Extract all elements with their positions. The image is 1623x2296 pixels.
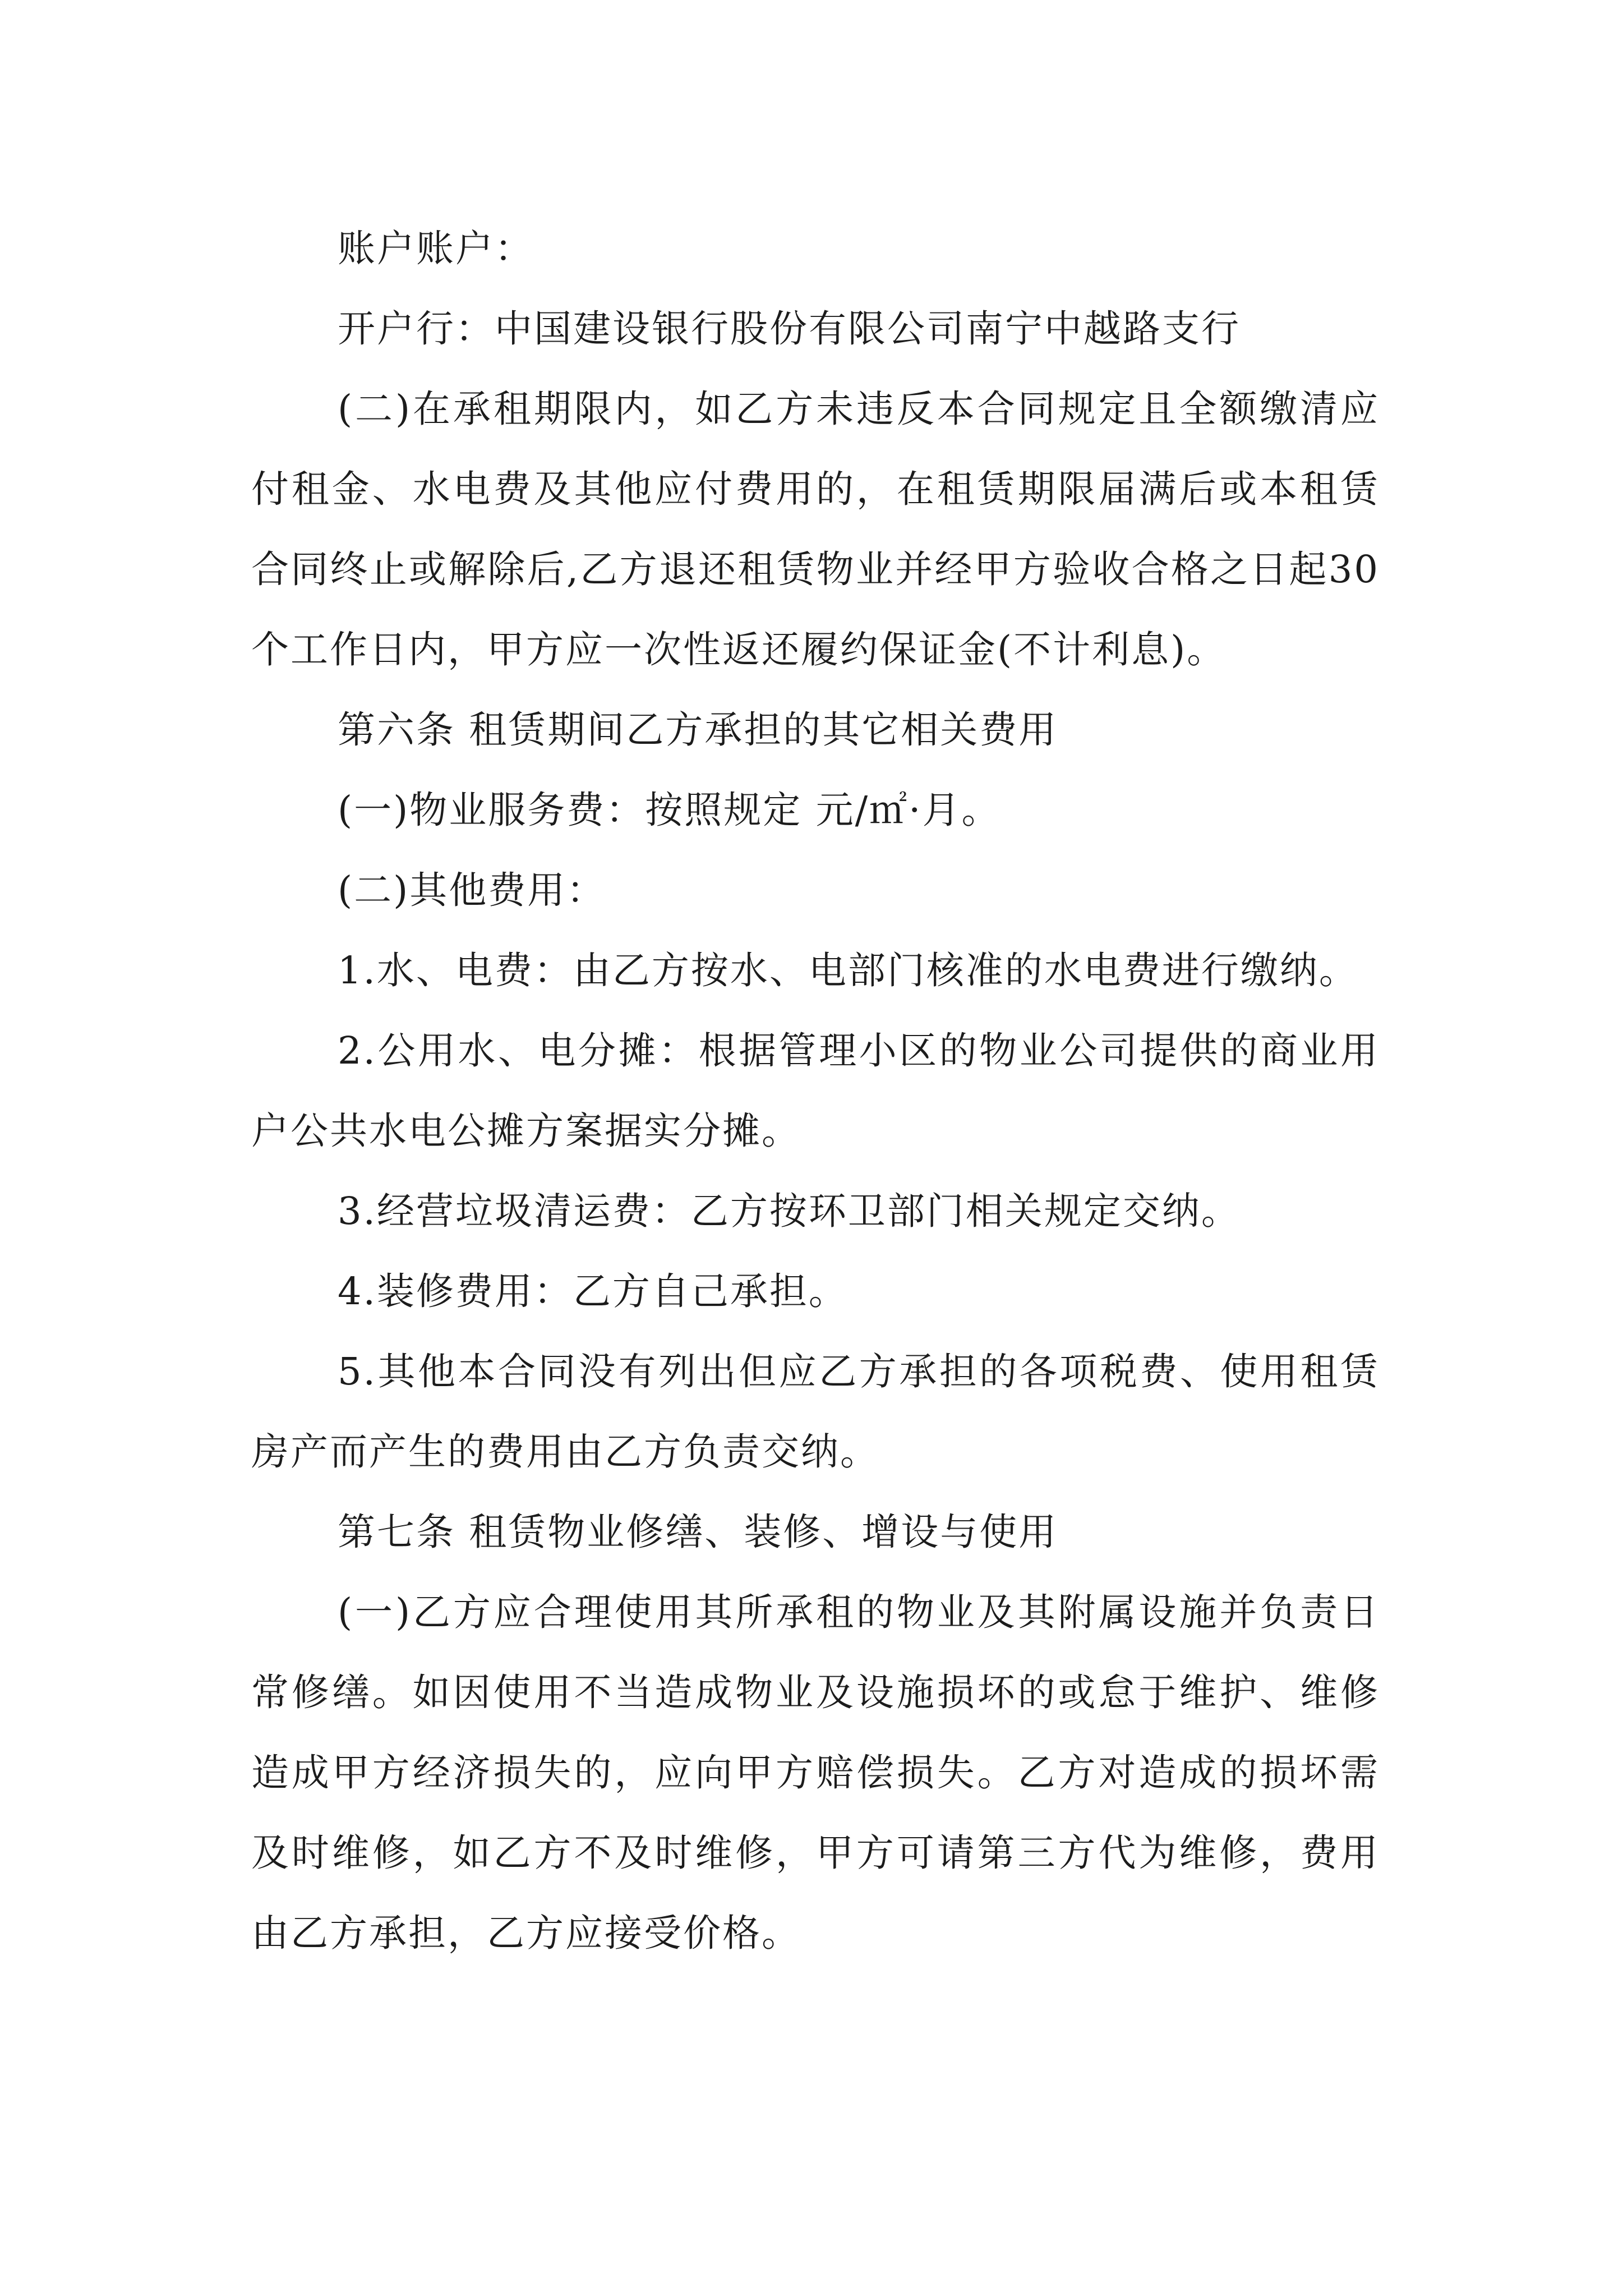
other-taxes-item: 5.其他本合同没有列出但应乙方承担的各项税费、使用租赁房产而产生的费用由乙方负责交纳。 <box>251 1350 1380 1474</box>
garbage-fee-item: 3.经营垃圾清运费：乙方按环卫部门相关规定交纳。 <box>338 1189 1241 1233</box>
account-line: 账户账户： <box>338 227 534 270</box>
article-six-heading: 第六条 租赁期间乙方承担的其它相关费用 <box>338 708 1058 752</box>
document-body <box>251 209 1380 1973</box>
deposit-refund-clause: (二)在承租期限内，如乙方未违反本合同规定且全额缴清应付租金、水电费及其他应付费用的，在租赁期限届满后或本租赁合同终止或解除后,乙方退还租赁物业并经甲方验收合格之日起30个工作日内，甲方应一次性返还履约保证金(不计利息)。 <box>251 387 1380 671</box>
decoration-fee-item: 4.装修费用：乙方自己承担。 <box>338 1269 848 1313</box>
article-seven-heading: 第七条 租赁物业修缮、装修、增设与使用 <box>338 1510 1058 1554</box>
other-fees-heading: (二)其他费用： <box>338 868 606 912</box>
bank-line: 开户行：中国建设银行股份有限公司南宁中越路支行 <box>338 307 1241 351</box>
utility-fee-item: 1.水、电费：由乙方按水、电部门核准的水电费进行缴纳。 <box>338 949 1358 992</box>
property-service-fee-clause: (一)物业服务费：按照规定 元/㎡·月。 <box>338 788 1001 832</box>
maintenance-clause: (一)乙方应合理使用其所承租的物业及其附属设施并负责日常修缮。如因使用不当造成物业及设施损坏的或怠于维护、维修造成甲方经济损失的，应向甲方赔偿损失。乙方对造成的损坏需及时维修，如乙方不及时维修，甲方可请第三方代为维修，费用由乙方承担，乙方应接受价格。 <box>251 1590 1380 1955</box>
shared-utility-item: 2.公用水、电分摊：根据管理小区的物业公司提供的商业用户公共水电公摊方案据实分摊。 <box>251 1029 1380 1153</box>
